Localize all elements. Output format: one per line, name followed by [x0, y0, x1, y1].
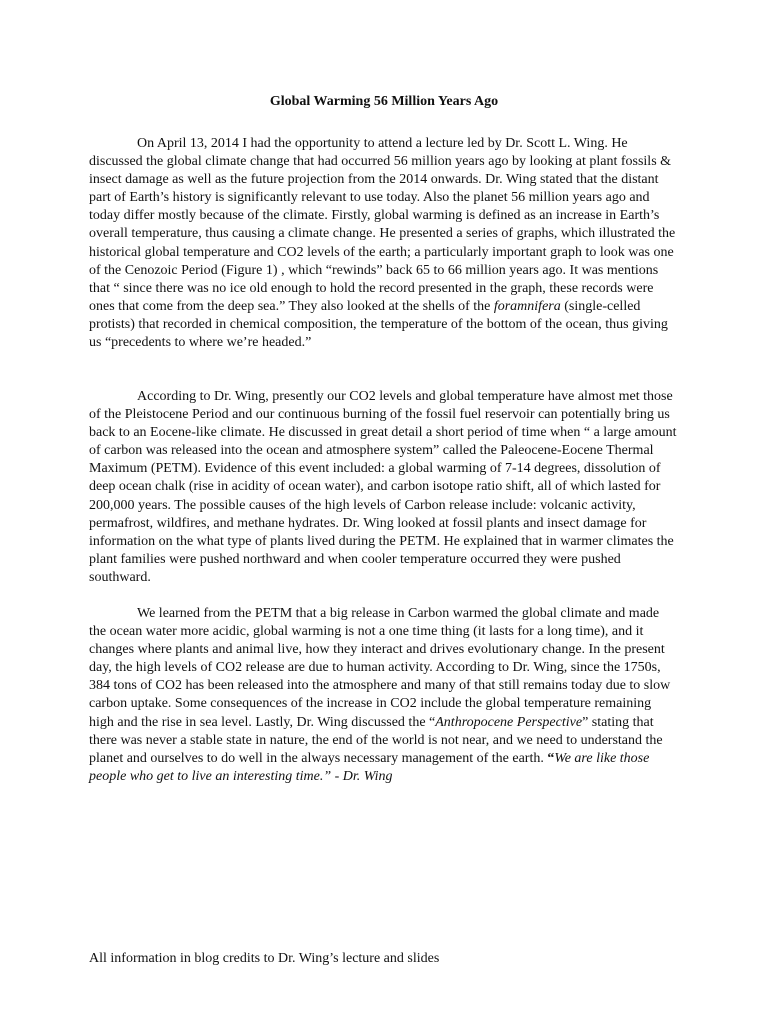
- paragraph-1: [89, 135, 677, 352]
- paragraph-1-italic-term: foramnifera: [493, 298, 561, 314]
- paragraph-1-text-a: On April 13, 2014 I had the opportunity to attend a lecture led by Dr. Scott L. Wing. He discussed the global climate change that had occurred 56 million years ago by looking at plant fossils & insect damage as well as the future projection from the 2014 onwards. Dr. Wing stated that the distant part of Earth’s history is significantly relevant to use today. Also the planet 56 million years ago and today differ mostly because of the climate. Firstly, global warming is defined as an increase in Earth’s overall temperature, thus causing a climate change. He presented a series of graphs, which illustrated the historical global temperature and CO2 levels of the earth; a particularly important graph to look was one of the Cenozoic Period (Figure 1) , which “rewinds” back 65 to 66 million years ago. It was mentions that “ since there was no ice old enough to hold the record presented in the graph, these records were ones that come from the deep sea.” They also looked at the shells of the: [89, 136, 676, 314]
- closing-quote: We are like those people who get to live an interesting time.” - Dr. Wing: [89, 750, 650, 784]
- paragraph-3-text-a: We learned from the PETM that a big release in Carbon warmed the global climate and made the ocean water more acidic, global warming is not a one time thing (it lasts for a long time), and it changes where plants and animal live, how they interact and drives evolutionary change. In the present day, the high levels of CO2 release are due to human activity. According to Dr. Wing, since the 1750s, 384 tons of CO2 has been released into the atmosphere and many of that still remains today due to slow carbon uptake. Some consequences of the increase in CO2 include the global temperature remaining high and the rise in sea level. Lastly, Dr. Wing discussed the “: [89, 606, 671, 730]
- footer-credit: All information in blog credits to Dr. Wing’s lecture and slides: [89, 951, 440, 966]
- paragraph-1-text-b: (single-celled protists) that recorded in chemical composition, the temperature of the bottom of the ocean, thus giving us “precedents to where we’re headed.”: [89, 298, 668, 351]
- paragraph-2: According to Dr. Wing, presently our CO2 levels and global temperature have almost met those of the Pleistocene Period and our continuous burning of the fossil fuel reservoir can potentially bring us back to an Eocene-like climate. He discussed in great detail a short period of time when “ a large amount of carbon was released into the ocean and atmosphere system” called the Paleocene-Eocene Thermal Maximum (PETM). Evidence of this event included: a global warming of 7-14 degrees, dissolution of deep ocean chalk (rise in acidity of ocean water), and carbon isotope ratio shift, all of which lasted for 200,000 years. The possible causes of the high levels of Carbon release include: volcanic activity, permafrost, wildfires, and methane hydrates. Dr. Wing looked at fossil plants and insect damage for information on the what type of plants lived during the PETM. He explained that in warmer climates the plant families were pushed northward and when cooler temperature occurred they were pushed southward.: [89, 389, 677, 585]
- quote-open-mark: “: [547, 750, 555, 766]
- paragraph-3: [89, 605, 677, 786]
- paragraph-3-text-b: ” stating that there was never a stable state in nature, the end of the world is not near, and we need to understand the planet and ourselves to do well in the always necessary management of the earth.: [89, 714, 663, 766]
- page-title: Global Warming 56 Million Years Ago: [269, 94, 499, 109]
- paragraph-3-italic-term: Anthropocene Perspective: [435, 714, 583, 730]
